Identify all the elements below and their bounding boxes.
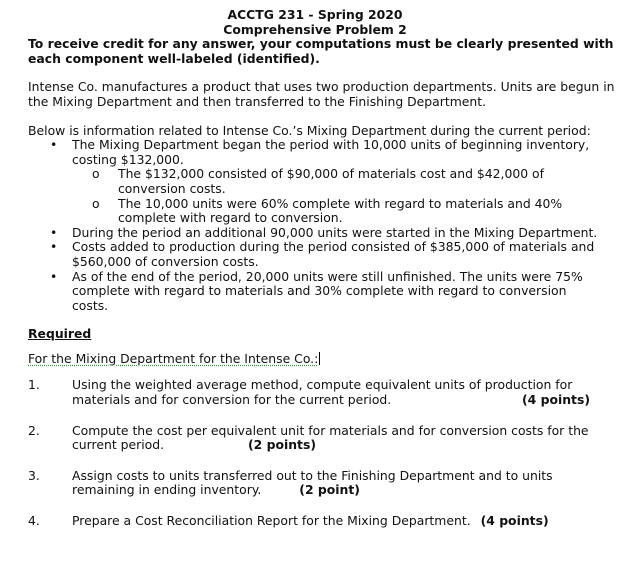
question-points: (4 points) [521,392,590,408]
bullet-ending-inventory: • As of the end of the period, 20,000 units were still unfinished. The units were 75% complete with regard to materials and 30% complete with regard to conversion costs. [0,270,630,314]
bullet-text: The Mixing Department began the period with 10,000 units of beginning inventory, costing $132,000. [72,137,590,167]
intro-paragraph: Intense Co. manufactures a product that uses two production departments. Units are begun in the Mixing Department and then transferred to the Finishing Department. [28,79,615,109]
problem-title: Comprehensive Problem 2 [223,21,407,37]
question-3 [0,469,630,498]
question-text: Using the weighted average method, compute equivalent units of production for materials and for conversion for the current period. [72,377,573,408]
question-number: 3. [28,467,40,483]
question-2 [0,424,630,453]
question-1 [0,378,630,407]
bullet-costs-added: • Costs added to production during the period consisted of $385,000 of materials and $560,000 of conversion costs. [0,240,630,269]
sub-bullet-cost-breakdown: o The $132,000 consisted of $90,000 of materials cost and $42,000 of conversion costs. [0,167,630,196]
info-bullet-list [0,138,630,313]
question-points: (2 point) [299,482,360,498]
bullet-units-started: • During the period an additional 90,000 units were started in the Mixing Department. [0,226,630,241]
question-number: 1. [28,377,40,393]
question-text: Compute the cost per equivalent unit for materials and for conversion costs for the current period. [72,422,589,453]
question-4 [0,514,630,529]
question-text: Prepare a Cost Reconciliation Report for the Mixing Department. [72,513,471,529]
sub-bullet-completion: o The 10,000 units were 60% complete with regard to materials and 40% complete with regard to conversion. [0,197,630,226]
question-number: 4. [28,513,40,529]
course-title: ACCTG 231 - Spring 2020 [227,7,403,22]
info-lead: Below is information related to Intense Co.’s Mixing Department during the current period: [28,122,591,138]
question-points: (2 points) [248,437,317,453]
bullet-beginning-inventory [0,138,630,226]
text-cursor [319,352,320,365]
question-text: Assign costs to units transferred out to the Finishing Department and to units remaining in ending inventory. [72,467,553,498]
sub-bullet-list [0,167,630,225]
for-line[interactable] [28,352,630,367]
question-points: (4 points) [480,513,549,529]
required-heading: Required [28,326,92,342]
credit-instruction: To receive credit for any answer, your computations must be clearly presented with each component well-labeled (identified). [28,36,614,66]
for-line-text: For the Mixing Department for the Intense Co.: [28,350,319,366]
question-number: 2. [28,422,40,438]
